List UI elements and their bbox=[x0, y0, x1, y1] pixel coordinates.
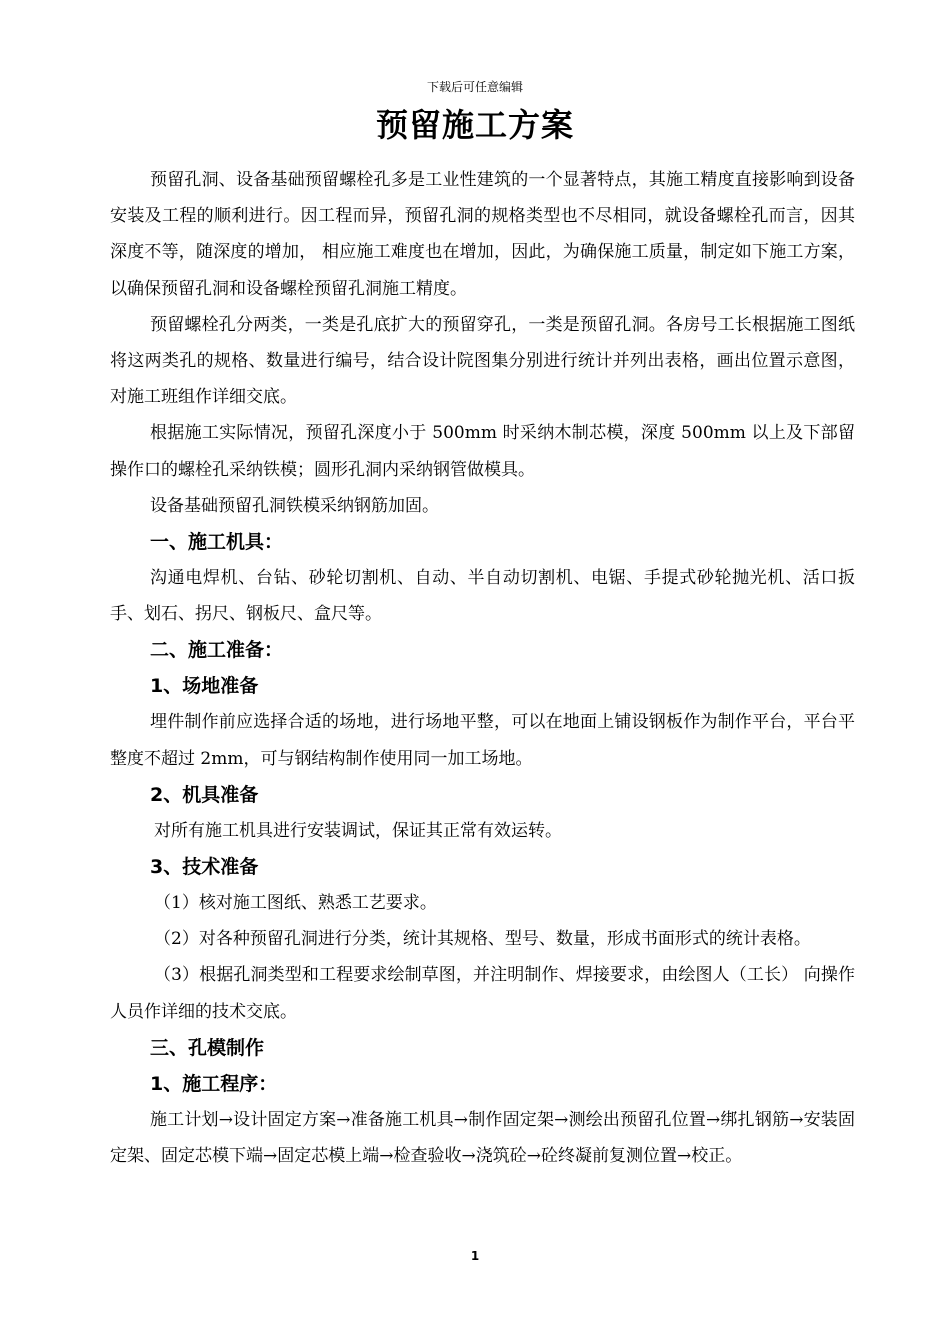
subheading-procedure: 1、施工程序： bbox=[150, 1072, 278, 1095]
bolt-hole-paragraph: 预留螺栓孔分两类，一类是孔底扩大的预留穿孔，一类是预留孔洞。各房号工长根据施工图纸将这两类孔的规格、数量进行编号，结合设计院图集分别进行统计并列出表格，画出位置示意图，对施工班组作详细交底。 bbox=[110, 314, 855, 408]
tools-paragraph: 沟通电焊机、台钻、砂轮切割机、自动、半自动切割机、电锯、手提式砂轮抛光机、活口扳手、划石、拐尺、钢板尺、盒尺等。 bbox=[110, 568, 855, 625]
section-heading-mold: 三、孔模制作 bbox=[150, 1036, 265, 1059]
mold-type-paragraph: 根据施工实际情况，预留孔深度小于 500mm 时采纳木制芯模，深度 500mm 以上及下部留操作口的螺栓孔采纳铁模；圆形孔洞内采纳钢管做模具。 bbox=[110, 423, 855, 480]
subheading-machine: 2、机具准备 bbox=[150, 783, 259, 806]
subheading-site: 1、场地准备 bbox=[150, 675, 259, 698]
reinforcement-paragraph: 设备基础预留孔洞铁模采纳钢筋加固。 bbox=[150, 495, 439, 516]
machine-paragraph: 对所有施工机具进行安装调试，保证其正常有效运转。 bbox=[154, 820, 562, 841]
subheading-tech: 3、技术准备 bbox=[150, 856, 259, 879]
document-title: 预留施工方案 bbox=[375, 106, 574, 144]
tech-item-3: （3）根据孔洞类型和工程要求绘制草图，并注明制作、焊接要求，由绘图人（工长） 向操作人员作详细的技术交底。 bbox=[110, 965, 855, 1022]
tech-item-1: （1）核对施工图纸、熟悉工艺要求。 bbox=[154, 893, 437, 914]
tech-item-2: （2）对各种预留孔洞进行分类，统计其规格、型号、数量，形成书面形式的统计表格。 bbox=[154, 929, 811, 950]
page-number: 1 bbox=[470, 1249, 480, 1263]
procedure-paragraph: 施工计划→设计固定方案→准备施工机具→制作固定架→测绘出预留孔位置→绑扎钢筋→安装固定架、固定芯模下端→固定芯模上端→检查验收→浇筑砼→砼终凝前复测位置→校正。 bbox=[110, 1109, 855, 1167]
document-body bbox=[110, 162, 855, 1174]
section-heading-preparation: 二、施工准备： bbox=[150, 639, 284, 662]
section-heading-tools: 一、施工机具： bbox=[150, 531, 284, 554]
header-note: 下载后可任意编辑 bbox=[426, 80, 523, 94]
intro-paragraph: 预留孔洞、设备基础预留螺栓孔多是工业性建筑的一个显著特点，其施工精度直接影响到设备安装及工程的顺利进行。因工程而异，预留孔洞的规格类型也不尽相同，就设备螺栓孔而言，因其深度不等，随深度的增加， 相应施工难度也在增加，因此，为确保施工质量，制定如下施工方案，以确保预留孔洞和设备螺栓预留孔洞施工精度。 bbox=[110, 170, 855, 299]
site-paragraph: 埋件制作前应选择合适的场地，进行场地平整，可以在地面上铺设钢板作为制作平台，平台平整度不超过 2mm，可与钢结构制作使用同一加工场地。 bbox=[110, 712, 855, 769]
